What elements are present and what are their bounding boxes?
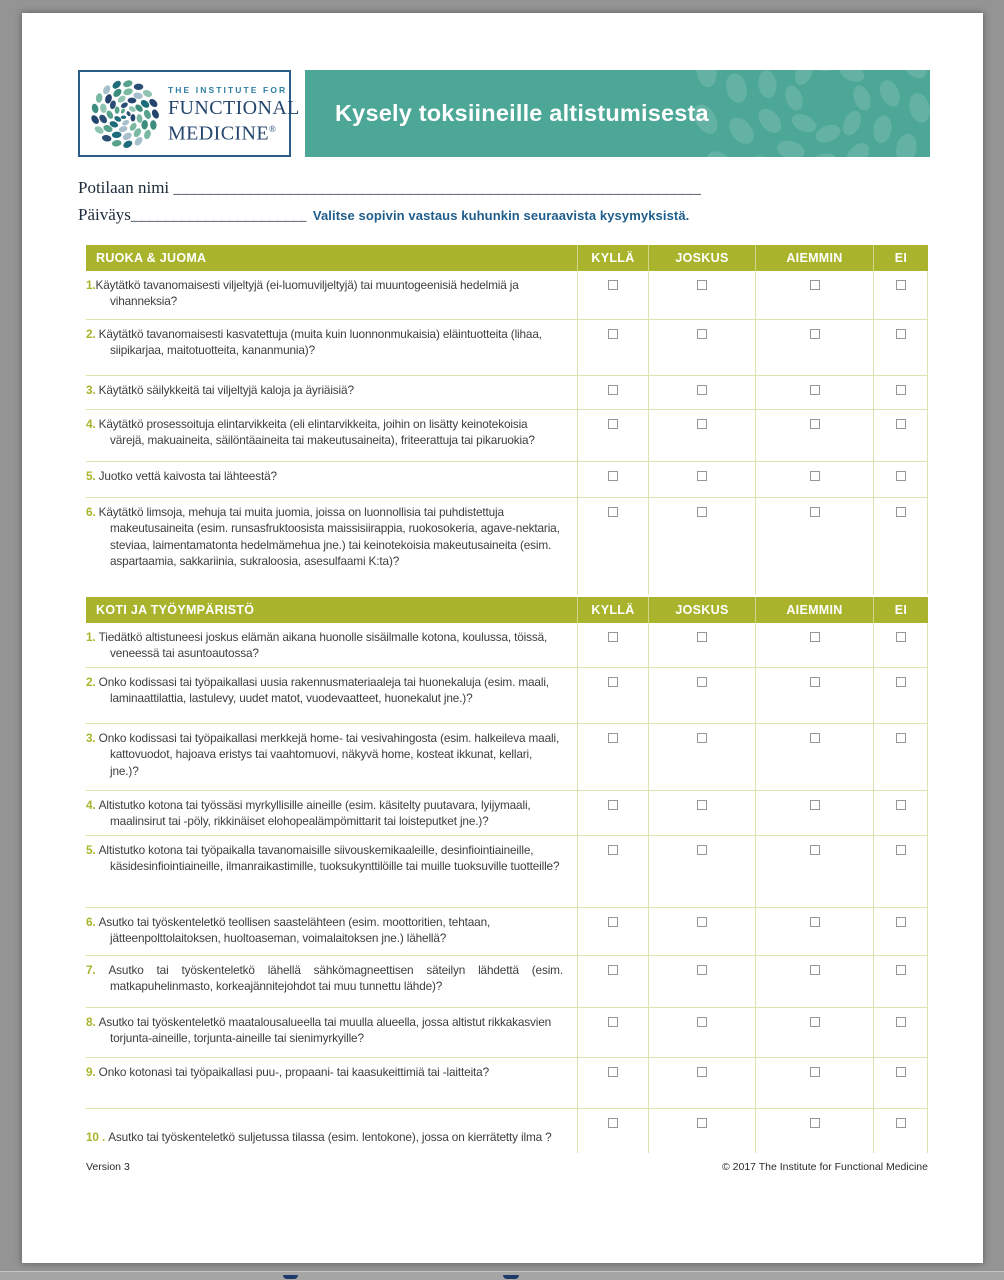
answer-cell-kylla: [577, 908, 648, 955]
answer-cell-aiemmin: [755, 908, 873, 955]
table-header-row: [86, 245, 928, 271]
answer-cell-kylla: [577, 956, 648, 1007]
question-label: Asutko tai työskenteletkö lähellä sähkömagneettisen säteilyn lähdettä (esim. matkapuhelinmasto, korkeajännitejohdot tai muu tunnettu lähde)?: [108, 962, 563, 994]
question-number: 5.: [86, 469, 99, 483]
answer-cell-ei: [873, 498, 928, 594]
checkbox-kylla[interactable]: [608, 385, 618, 395]
checkbox-aiemmin[interactable]: [810, 1067, 820, 1077]
checkbox-ei[interactable]: [896, 845, 906, 855]
checkbox-aiemmin[interactable]: [810, 507, 820, 517]
section-title: RUOKA & JUOMA: [96, 251, 207, 265]
checkbox-ei[interactable]: [896, 632, 906, 642]
question-label: Altistutko kotona tai työssäsi myrkyllisille aineille (esim. käsitelty puutavara, lyijymaali, maalinsirut tai -pöly, rikkinäiset elohopealämpömittarit tai loisteputket jne.)?: [98, 797, 531, 829]
answer-cell-joskus: [648, 1008, 755, 1057]
answer-cell-joskus: [648, 320, 755, 375]
checkbox-ei[interactable]: [896, 1067, 906, 1077]
questionnaire-tables: [86, 245, 928, 1153]
checkbox-kylla[interactable]: [608, 632, 618, 642]
answer-cell-joskus: [648, 498, 755, 594]
question-cell: [86, 1109, 577, 1153]
answer-cell-joskus: [648, 836, 755, 907]
question-label: Onko kodissasi tai työpaikallasi merkkejä home- tai vesivahingosta (esim. halkeileva maali, kattovuodot, hajoava eristys tai vaahtomuovi, näkyvä home, kosteat ikkunat, kellari, jne.)?: [98, 730, 560, 778]
question-cell: [86, 908, 577, 955]
question-row: [86, 498, 928, 594]
checkbox-ei[interactable]: [896, 329, 906, 339]
answer-cell-kylla: [577, 724, 648, 790]
next-page-peek: [503, 1275, 519, 1279]
answer-cell-ei: [873, 1109, 928, 1153]
patient-name-line[interactable]: __________________________________________________________________: [173, 181, 702, 197]
question-cell: [86, 956, 577, 1007]
question-cell: [86, 836, 577, 907]
form-page: [22, 13, 983, 1263]
question-label: Asutko tai työskenteletkö teollisen saastelähteen (esim. moottoritien, tehtaan, jätteenpolttolaitoksen, huoltoaseman, voimalaitoksen jne.) lähellä?: [98, 914, 491, 946]
answer-cell-kylla: [577, 668, 648, 723]
checkbox-joskus[interactable]: [697, 965, 707, 975]
checkbox-aiemmin[interactable]: [810, 845, 820, 855]
answer-cell-joskus: [648, 791, 755, 835]
question-label: Käytätkö tavanomaisesti kasvatettuja (muita kuin luonnonmukaisia) eläintuotteita (lihaa, siipikarjaa, maitotuotteita, kananmunia)?: [98, 327, 542, 358]
question-row: [86, 1008, 928, 1058]
answer-cell-aiemmin: [755, 1058, 873, 1108]
checkbox-ei[interactable]: [896, 507, 906, 517]
answer-cell-ei: [873, 836, 928, 907]
checkbox-joskus[interactable]: [697, 845, 707, 855]
answer-cell-aiemmin: [755, 836, 873, 907]
checkbox-kylla[interactable]: [608, 507, 618, 517]
answer-cell-aiemmin: [755, 1109, 873, 1153]
checkbox-joskus[interactable]: [697, 329, 707, 339]
checkbox-aiemmin[interactable]: [810, 733, 820, 743]
answer-cell-ei: [873, 1008, 928, 1057]
checkbox-aiemmin[interactable]: [810, 965, 820, 975]
checkbox-ei[interactable]: [896, 280, 906, 290]
question-cell: [86, 462, 577, 497]
question-label: Tiedätkö altistuneesi joskus elämän aikana huonolle sisäilmalle kotona, koulussa, töissä, veneessä tai asuntoautossa?: [98, 630, 548, 661]
patient-name-label: Potilaan nimi: [78, 178, 170, 197]
answer-cell-aiemmin: [755, 956, 873, 1007]
question-row: [86, 724, 928, 791]
answer-cell-kylla: [577, 320, 648, 375]
answer-cell-ei: [873, 462, 928, 497]
patient-block: [78, 175, 958, 229]
answer-cell-aiemmin: [755, 724, 873, 790]
checkbox-kylla[interactable]: [608, 800, 618, 810]
checkbox-kylla[interactable]: [608, 1067, 618, 1077]
checkbox-aiemmin[interactable]: [810, 1017, 820, 1027]
checkbox-ei[interactable]: [896, 1017, 906, 1027]
answer-cell-ei: [873, 668, 928, 723]
checkbox-ei[interactable]: [896, 1118, 906, 1128]
ifm-logo: [78, 70, 300, 157]
registered-mark: ®: [268, 123, 277, 134]
checkbox-kylla[interactable]: [608, 329, 618, 339]
answer-cell-kylla: [577, 376, 648, 409]
answer-cell-ei: [873, 623, 928, 667]
checkbox-ei[interactable]: [896, 733, 906, 743]
checkbox-kylla[interactable]: [608, 917, 618, 927]
instruction-text: Valitse sopivin vastaus kuhunkin seuraavista kysymyksistä.: [312, 208, 690, 223]
copyright-text: © 2017 The Institute for Functional Medicine: [722, 1160, 928, 1173]
answer-cell-joskus: [648, 956, 755, 1007]
question-label: Käytätkö säilykkeitä tai viljeltyjä kaloja ja äyriäisiä?: [98, 383, 354, 397]
checkbox-kylla[interactable]: [608, 471, 618, 481]
question-label: Asutko tai työskenteletkö maatalousalueella tai muulla alueella, jossa altistut rikkakasvien torjunta-aineille, torjunta-aineille tai sienimyrkyille?: [98, 1014, 552, 1046]
checkbox-aiemmin[interactable]: [810, 385, 820, 395]
question-number: 2.: [86, 327, 99, 341]
question-number: 1.: [86, 278, 96, 292]
logo-name-functional: FUNCTIONAL: [168, 96, 300, 119]
checkbox-ei[interactable]: [896, 471, 906, 481]
checkbox-aiemmin[interactable]: [810, 280, 820, 290]
question-cell: [86, 1058, 577, 1108]
question-row: [86, 791, 928, 836]
answer-cell-kylla: [577, 498, 648, 594]
answer-cell-ei: [873, 908, 928, 955]
question-row: [86, 271, 928, 320]
question-row: [86, 623, 928, 668]
logo-tagline: THE INSTITUTE FOR: [168, 85, 288, 96]
question-number: 7.: [86, 962, 109, 977]
table-header-row: [86, 597, 928, 623]
title-banner: [305, 70, 930, 157]
answer-cell-ei: [873, 320, 928, 375]
question-row: [86, 956, 928, 1008]
column-header-kylla: KYLLÄ: [577, 597, 648, 623]
section-table-2: [86, 597, 928, 1153]
checkbox-aiemmin[interactable]: [810, 677, 820, 687]
question-row: [86, 320, 928, 376]
date-label: Päiväys: [78, 205, 131, 224]
question-row: [86, 908, 928, 956]
checkbox-joskus[interactable]: [697, 677, 707, 687]
answer-cell-kylla: [577, 623, 648, 667]
question-cell: [86, 271, 577, 319]
answer-cell-joskus: [648, 1109, 755, 1153]
answer-cell-aiemmin: [755, 668, 873, 723]
answer-cell-joskus: [648, 668, 755, 723]
version-text: Version 3: [86, 1160, 130, 1173]
patient-name-row: [78, 175, 958, 202]
question-row: [86, 836, 928, 908]
checkbox-kylla[interactable]: [608, 1017, 618, 1027]
checkbox-joskus[interactable]: [697, 419, 707, 429]
section-title: KOTI JA TYÖYMPÄRISTÖ: [96, 603, 255, 617]
checkbox-kylla[interactable]: [608, 1118, 618, 1128]
question-number: 3.: [86, 383, 99, 397]
answer-cell-aiemmin: [755, 791, 873, 835]
column-header-ei: EI: [873, 597, 928, 623]
checkbox-aiemmin[interactable]: [810, 419, 820, 429]
answer-cell-joskus: [648, 410, 755, 461]
answer-cell-joskus: [648, 1058, 755, 1108]
answer-cell-aiemmin: [755, 1008, 873, 1057]
question-label: Juotko vettä kaivosta tai lähteestä?: [98, 469, 277, 483]
checkbox-joskus[interactable]: [697, 280, 707, 290]
question-cell: [86, 376, 577, 409]
question-cell: [86, 410, 577, 461]
ifm-logo-spiral-icon: [82, 74, 168, 154]
answer-cell-kylla: [577, 836, 648, 907]
question-number: 4.: [86, 797, 99, 812]
answer-cell-joskus: [648, 462, 755, 497]
answer-cell-aiemmin: [755, 271, 873, 319]
question-number: 1.: [86, 630, 99, 644]
date-line[interactable]: ______________________: [130, 208, 307, 224]
checkbox-aiemmin[interactable]: [810, 329, 820, 339]
answer-cell-aiemmin: [755, 623, 873, 667]
answer-cell-aiemmin: [755, 498, 873, 594]
checkbox-kylla[interactable]: [608, 677, 618, 687]
question-number: 9.: [86, 1064, 99, 1079]
answer-cell-ei: [873, 956, 928, 1007]
checkbox-aiemmin[interactable]: [810, 917, 820, 927]
answer-cell-kylla: [577, 1109, 648, 1153]
checkbox-aiemmin[interactable]: [810, 1118, 820, 1128]
question-cell: [86, 668, 577, 723]
answer-cell-joskus: [648, 908, 755, 955]
checkbox-ei[interactable]: [896, 965, 906, 975]
ifm-logo-text: [168, 82, 300, 144]
logo-name-medicine: MEDICINE®: [168, 122, 277, 145]
question-row: [86, 462, 928, 498]
answer-cell-ei: [873, 1058, 928, 1108]
checkbox-joskus[interactable]: [697, 917, 707, 927]
answer-cell-ei: [873, 791, 928, 835]
answer-cell-joskus: [648, 376, 755, 409]
checkbox-aiemmin[interactable]: [810, 632, 820, 642]
checkbox-kylla[interactable]: [608, 965, 618, 975]
checkbox-joskus[interactable]: [697, 1017, 707, 1027]
answer-cell-aiemmin: [755, 320, 873, 375]
column-header-ei: EI: [873, 245, 928, 271]
date-row: [78, 202, 958, 229]
question-number: 6.: [86, 914, 99, 929]
question-row: [86, 1109, 928, 1153]
answer-cell-ei: [873, 410, 928, 461]
checkbox-ei[interactable]: [896, 677, 906, 687]
question-label: Onko kotonasi tai työpaikallasi puu-, propaani- tai kaasukeittimiä tai -laitteita?: [98, 1064, 489, 1079]
checkbox-joskus[interactable]: [697, 471, 707, 481]
answer-cell-joskus: [648, 724, 755, 790]
question-number: 10 .: [86, 1129, 109, 1144]
question-label: Käytätkö limsoja, mehuja tai muita juomia, joissa on luonnollisia tai puhdistettuja makeutusaineita (esim. runsasfruktoosista maissisiirappia, ruokosokeria, agave-nektaria, steviaa, laimentamatonta hedelmämehua jne.) tai keinotekoisia makeutusaineita (esim. aspartaamia, sakkariinia, sukraloosia, asesulfaami K:ta)?: [98, 505, 560, 569]
checkbox-kylla[interactable]: [608, 280, 618, 290]
question-cell: [86, 623, 577, 667]
question-cell: [86, 320, 577, 375]
answer-cell-ei: [873, 376, 928, 409]
question-row: [86, 668, 928, 724]
column-header-kylla: KYLLÄ: [577, 245, 648, 271]
answer-cell-kylla: [577, 271, 648, 319]
checkbox-kylla[interactable]: [608, 845, 618, 855]
answer-cell-kylla: [577, 462, 648, 497]
answer-cell-aiemmin: [755, 376, 873, 409]
questionnaire-content: [86, 245, 928, 1173]
answer-cell-kylla: [577, 791, 648, 835]
question-label: Asutko tai työskenteletkö suljetussa tilassa (esim. lentokone), jossa on kierrätetty ilma ?: [108, 1129, 552, 1144]
answer-cell-kylla: [577, 1058, 648, 1108]
checkbox-joskus[interactable]: [697, 385, 707, 395]
question-label: Käytätkö tavanomaisesti viljeltyjä (ei-luomuviljeltyjä) tai muuntogeenisiä hedelmiä ja vihanneksia?: [95, 278, 519, 309]
form-title: Kysely toksiineille altistumisesta: [335, 100, 709, 126]
question-number: 3.: [86, 730, 99, 745]
question-number: 6.: [86, 505, 99, 519]
checkbox-joskus[interactable]: [697, 1118, 707, 1128]
next-page-peek: [283, 1275, 298, 1279]
checkbox-aiemmin[interactable]: [810, 800, 820, 810]
answer-cell-kylla: [577, 1008, 648, 1057]
next-page-edge: [0, 1271, 1004, 1280]
question-cell: [86, 498, 577, 594]
question-row: [86, 410, 928, 462]
column-header-joskus: JOSKUS: [648, 245, 755, 271]
checkbox-ei[interactable]: [896, 917, 906, 927]
answer-cell-ei: [873, 271, 928, 319]
checkbox-joskus[interactable]: [697, 632, 707, 642]
question-cell: [86, 724, 577, 790]
question-number: 8.: [86, 1014, 99, 1029]
question-label: Onko kodissasi tai työpaikallasi uusia rakennusmateriaaleja tai huonekaluja (esim. maali, laminaattilattia, lastulevy, uudet matot, vuodevaatteet, huonekalut jne.)?: [98, 674, 549, 706]
answer-cell-aiemmin: [755, 462, 873, 497]
question-number: 4.: [86, 417, 99, 431]
checkbox-ei[interactable]: [896, 385, 906, 395]
checkbox-ei[interactable]: [896, 419, 906, 429]
question-number: 2.: [86, 674, 99, 689]
checkbox-joskus[interactable]: [697, 1067, 707, 1077]
answer-cell-aiemmin: [755, 410, 873, 461]
question-number: 5.: [86, 842, 99, 857]
checkbox-joskus[interactable]: [697, 507, 707, 517]
question-label: Käytätkö prosessoituja elintarvikkeita (eli elintarvikkeita, joihin on lisätty keinotekoisia värejä, makuaineita, säilöntäaineita tai makeutusaineita), friteerattuja tai pikaruokia?: [98, 417, 535, 448]
checkbox-aiemmin[interactable]: [810, 471, 820, 481]
question-label: Altistutko kotona tai työpaikalla tavanomaisille siivouskemikaaleille, desinfiointiaineille, käsidesinfiointiaineille, ilmanraikastimille, tuoksukynttilöille tai muille tuoksuville tuotteille?: [98, 842, 560, 874]
checkbox-joskus[interactable]: [697, 800, 707, 810]
checkbox-kylla[interactable]: [608, 419, 618, 429]
column-header-joskus: JOSKUS: [648, 597, 755, 623]
column-header-aiemmin: AIEMMIN: [755, 597, 873, 623]
answer-cell-joskus: [648, 271, 755, 319]
answer-cell-kylla: [577, 410, 648, 461]
question-row: [86, 376, 928, 410]
column-header-aiemmin: AIEMMIN: [755, 245, 873, 271]
page-footer: [86, 1161, 928, 1173]
answer-cell-joskus: [648, 623, 755, 667]
section-table-1: [86, 245, 928, 594]
checkbox-kylla[interactable]: [608, 733, 618, 743]
question-row: [86, 1058, 928, 1109]
checkbox-ei[interactable]: [896, 800, 906, 810]
checkbox-joskus[interactable]: [697, 733, 707, 743]
question-cell: [86, 791, 577, 835]
answer-cell-ei: [873, 724, 928, 790]
question-cell: [86, 1008, 577, 1057]
